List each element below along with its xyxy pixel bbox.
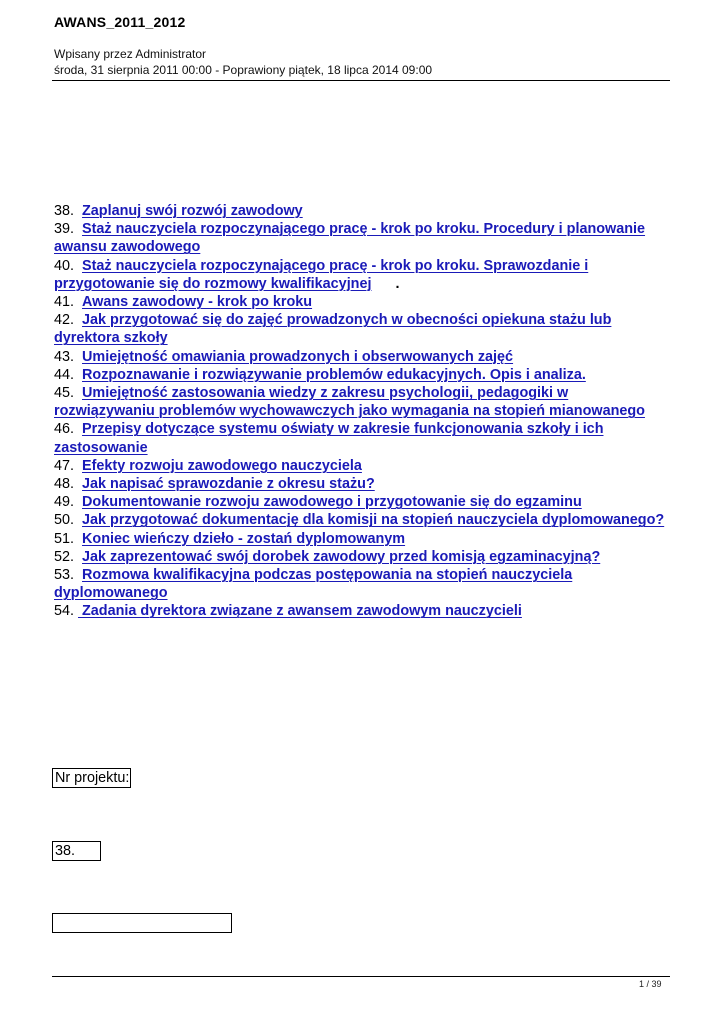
author-line: Wpisany przez Administrator — [54, 47, 207, 61]
article-link[interactable]: Jak przygotować dokumentację dla komisji na stopień nauczyciela dyplomowanego? — [82, 512, 665, 529]
item-number: 39. — [54, 221, 75, 238]
trailing-dot: . — [395, 275, 400, 292]
article-link-list — [54, 202, 666, 621]
list-item — [54, 257, 666, 293]
item-number: 54. — [54, 603, 75, 620]
item-number: 38. — [54, 203, 75, 219]
item-number: 51. — [54, 530, 75, 547]
list-item — [54, 475, 666, 493]
item-number: 48. — [54, 476, 75, 493]
item-number: 43. — [54, 348, 75, 365]
list-item — [54, 566, 666, 602]
article-link[interactable]: Rozpoznawanie i rozwiązywanie problemów edukacyjnych. Opis i analiza. — [82, 366, 586, 383]
article-link[interactable]: Jak zaprezentować swój dorobek zawodowy przed komisją egzaminacyjną? — [82, 548, 601, 565]
article-link[interactable]: Dokumentowanie rozwoju zawodowego i przygotowanie się do egzaminu — [82, 494, 582, 511]
footer-divider — [52, 976, 670, 977]
article-link[interactable]: Zaplanuj swój rozwój zawodowy — [82, 203, 303, 219]
article-link[interactable]: Zadania dyrektora związane z awansem zawodowym nauczycieli — [78, 603, 522, 620]
list-item — [54, 420, 666, 456]
item-number: 53. — [54, 567, 75, 584]
list-item — [54, 384, 666, 420]
project-number-label: Nr projektu: — [52, 768, 131, 788]
list-item — [54, 220, 666, 256]
item-number: 41. — [54, 294, 75, 311]
article-link[interactable]: Umiejętność omawiania prowadzonych i obserwowanych zajęć — [82, 348, 514, 365]
article-link[interactable]: Jak przygotować się do zajęć prowadzonych w obecności opiekuna stażu lub dyrektora szkoły — [54, 312, 612, 347]
list-item — [54, 511, 666, 529]
article-link[interactable]: Staż nauczyciela rozpoczynającego pracę - krok po kroku. Sprawozdanie i przygotowanie się do rozmowy kwalifikacyjnej — [54, 257, 589, 292]
item-number: 49. — [54, 494, 75, 511]
article-link[interactable]: Umiejętność zastosowania wiedzy z zakresu psychologii, pedagogiki w rozwiązywaniu problemów wychowawczych jako wymagania na stopień mianowanego — [54, 385, 645, 420]
item-number: 44. — [54, 366, 75, 383]
item-number: 50. — [54, 512, 75, 529]
list-item — [54, 293, 666, 311]
item-number: 40. — [54, 257, 75, 274]
document-title: AWANS_2011_2012 — [54, 14, 186, 30]
item-number: 52. — [54, 548, 75, 565]
list-item — [54, 548, 666, 566]
header-divider — [52, 80, 670, 81]
empty-field — [52, 913, 232, 933]
page-indicator: 1 / 39 — [639, 979, 662, 989]
project-number-value: 38. — [52, 841, 101, 861]
article-link[interactable]: Jak napisać sprawozdanie z okresu stażu? — [82, 476, 375, 493]
article-link[interactable]: Efekty rozwoju zawodowego nauczyciela — [82, 457, 362, 474]
article-link[interactable]: Rozmowa kwalifikacyjna podczas postępowania na stopień nauczyciela dyplomowanego — [54, 567, 573, 602]
item-number: 42. — [54, 312, 75, 329]
list-item — [54, 530, 666, 548]
article-link[interactable]: Staż nauczyciela rozpoczynającego pracę - krok po kroku. Procedury i planowanie awansu zawodowego — [54, 221, 646, 256]
list-item — [54, 602, 666, 620]
list-item — [54, 457, 666, 475]
article-link[interactable]: Przepisy dotyczące systemu oświaty w zakresie funkcjonowania szkoły i ich zastosowanie — [54, 421, 604, 456]
list-item — [54, 348, 666, 366]
article-link[interactable]: Awans zawodowy - krok po kroku — [82, 294, 313, 311]
list-item — [54, 493, 666, 511]
item-number: 47. — [54, 457, 75, 474]
item-number: 45. — [54, 385, 75, 402]
dates-line: środa, 31 sierpnia 2011 00:00 - Poprawiony piątek, 18 lipca 2014 09:00 — [54, 63, 433, 77]
article-link[interactable]: Koniec wieńczy dzieło - zostań dyplomowanym — [82, 530, 406, 547]
list-item — [54, 311, 666, 347]
list-item — [54, 202, 666, 220]
item-number: 46. — [54, 421, 75, 438]
list-item — [54, 366, 666, 384]
